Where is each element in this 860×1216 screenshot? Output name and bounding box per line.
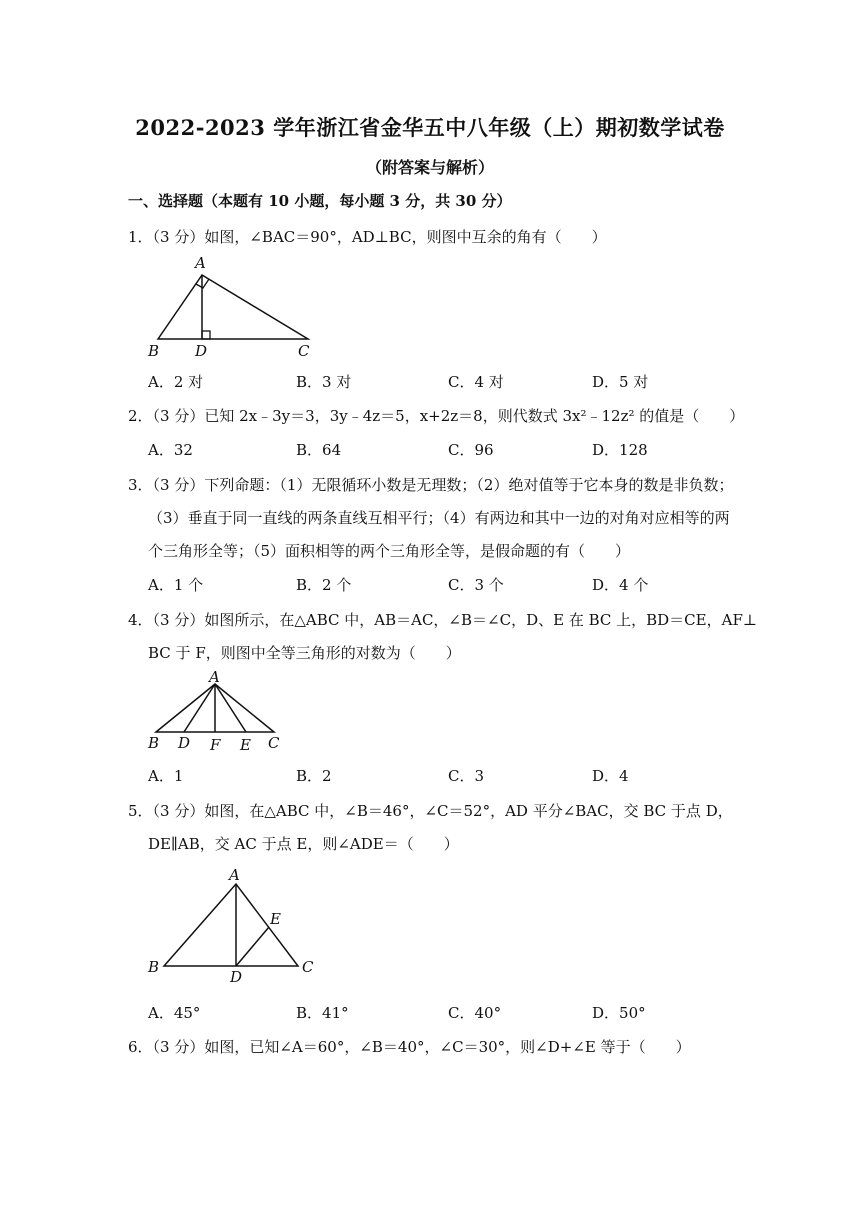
figure-4-label-b: B	[148, 734, 160, 752]
section-heading: 一、选择题（本题有 10 小题，每小题 3 分，共 30 分）	[128, 192, 512, 210]
question-1-option-d[interactable]: D．5 对	[592, 373, 649, 391]
question-4-stem-line-2: BC 于 F，则图中全等三角形的对数为（ ）	[148, 644, 461, 662]
question-2-option-c[interactable]: C．96	[448, 441, 494, 459]
question-5-figure	[140, 866, 330, 986]
question-3-option-c[interactable]: C．3 个	[448, 576, 504, 594]
figure-4-label-e: E	[240, 736, 251, 754]
question-5-option-a[interactable]: A．45°	[148, 1004, 201, 1022]
question-1-option-c[interactable]: C．4 对	[448, 373, 504, 391]
question-2-options	[148, 439, 708, 461]
question-3-options	[148, 574, 708, 596]
question-2-option-a[interactable]: A．32	[148, 441, 193, 459]
question-4-figure	[140, 668, 300, 756]
question-3-option-d[interactable]: D．4 个	[592, 576, 649, 594]
figure-1-label-a: A	[195, 254, 206, 272]
figure-1-label-b: B	[148, 342, 160, 360]
question-3-stem-line-1: 3．（3 分）下列命题：（1）无限循环小数是无理数；（2）绝对值等于它本身的数是非负数；	[128, 476, 734, 494]
figure-1-label-d: D	[195, 342, 208, 360]
question-4-options	[148, 765, 708, 787]
question-2-stem: 2．（3 分）已知 2x﹣3y＝3，3y﹣4z＝5，x+2z＝8，则代数式 3x²﹣12z² 的值是（ ）	[128, 407, 745, 425]
question-1-option-b[interactable]: B．3 对	[296, 373, 352, 391]
figure-5-label-e: E	[270, 910, 281, 928]
question-5-option-c[interactable]: C．40°	[448, 1004, 502, 1022]
question-5-option-d[interactable]: D．50°	[592, 1004, 646, 1022]
question-1-options	[148, 371, 708, 393]
figure-5-label-c: C	[302, 958, 314, 976]
question-3-option-a[interactable]: A．1 个	[148, 576, 204, 594]
question-5-options	[148, 1002, 708, 1024]
figure-4-label-f: F	[210, 736, 221, 754]
question-5-option-b[interactable]: B．41°	[296, 1004, 349, 1022]
question-1-option-a[interactable]: A．2 对	[148, 373, 204, 391]
figure-5-label-d: D	[230, 968, 243, 986]
page-title: 2022-2023 学年浙江省金华五中八年级（上）期初数学试卷	[135, 115, 725, 140]
figure-4-label-d: D	[178, 734, 191, 752]
question-2-option-d[interactable]: D．128	[592, 441, 648, 459]
question-2-option-b[interactable]: B．64	[296, 441, 342, 459]
figure-4-label-a: A	[209, 668, 220, 686]
question-1-figure	[140, 252, 330, 364]
question-4-option-a[interactable]: A．1	[148, 767, 184, 785]
question-4-stem-line-1: 4．（3 分）如图所示，在△ABC 中，AB＝AC，∠B＝∠C，D、E 在 BC 上，BD＝CE，AF⊥	[128, 611, 757, 629]
question-6-stem: 6．（3 分）如图，已知∠A＝60°，∠B＝40°，∠C＝30°，则∠D+∠E 等于（ ）	[128, 1038, 691, 1056]
question-4-option-b[interactable]: B．2	[296, 767, 332, 785]
question-3-option-b[interactable]: B．2 个	[296, 576, 352, 594]
question-4-option-d[interactable]: D．4	[592, 767, 629, 785]
question-5-stem-line-2: DE∥AB，交 AC 于点 E，则∠ADE＝（ ）	[148, 835, 459, 853]
page-subtitle: （附答案与解析）	[365, 158, 494, 177]
figure-5-label-a: A	[229, 866, 240, 884]
question-1-stem: 1．（3 分）如图，∠BAC＝90°，AD⊥BC，则图中互余的角有（ ）	[128, 228, 607, 246]
figure-1-label-c: C	[298, 342, 310, 360]
question-3-stem-line-3: 个三角形全等；（5）面积相等的两个三角形全等，是假命题的有（ ）	[148, 542, 631, 560]
figure-5-label-b: B	[148, 958, 160, 976]
figure-4-label-c: C	[268, 734, 280, 752]
question-3-stem-line-2: （3）垂直于同一直线的两条直线互相平行；（4）有两边和其中一边的对角对应相等的两	[148, 509, 730, 527]
question-5-stem-line-1: 5．（3 分）如图，在△ABC 中，∠B＝46°，∠C＝52°，AD 平分∠BAC，交 BC 于点 D，	[128, 802, 733, 820]
question-4-option-c[interactable]: C．3	[448, 767, 485, 785]
